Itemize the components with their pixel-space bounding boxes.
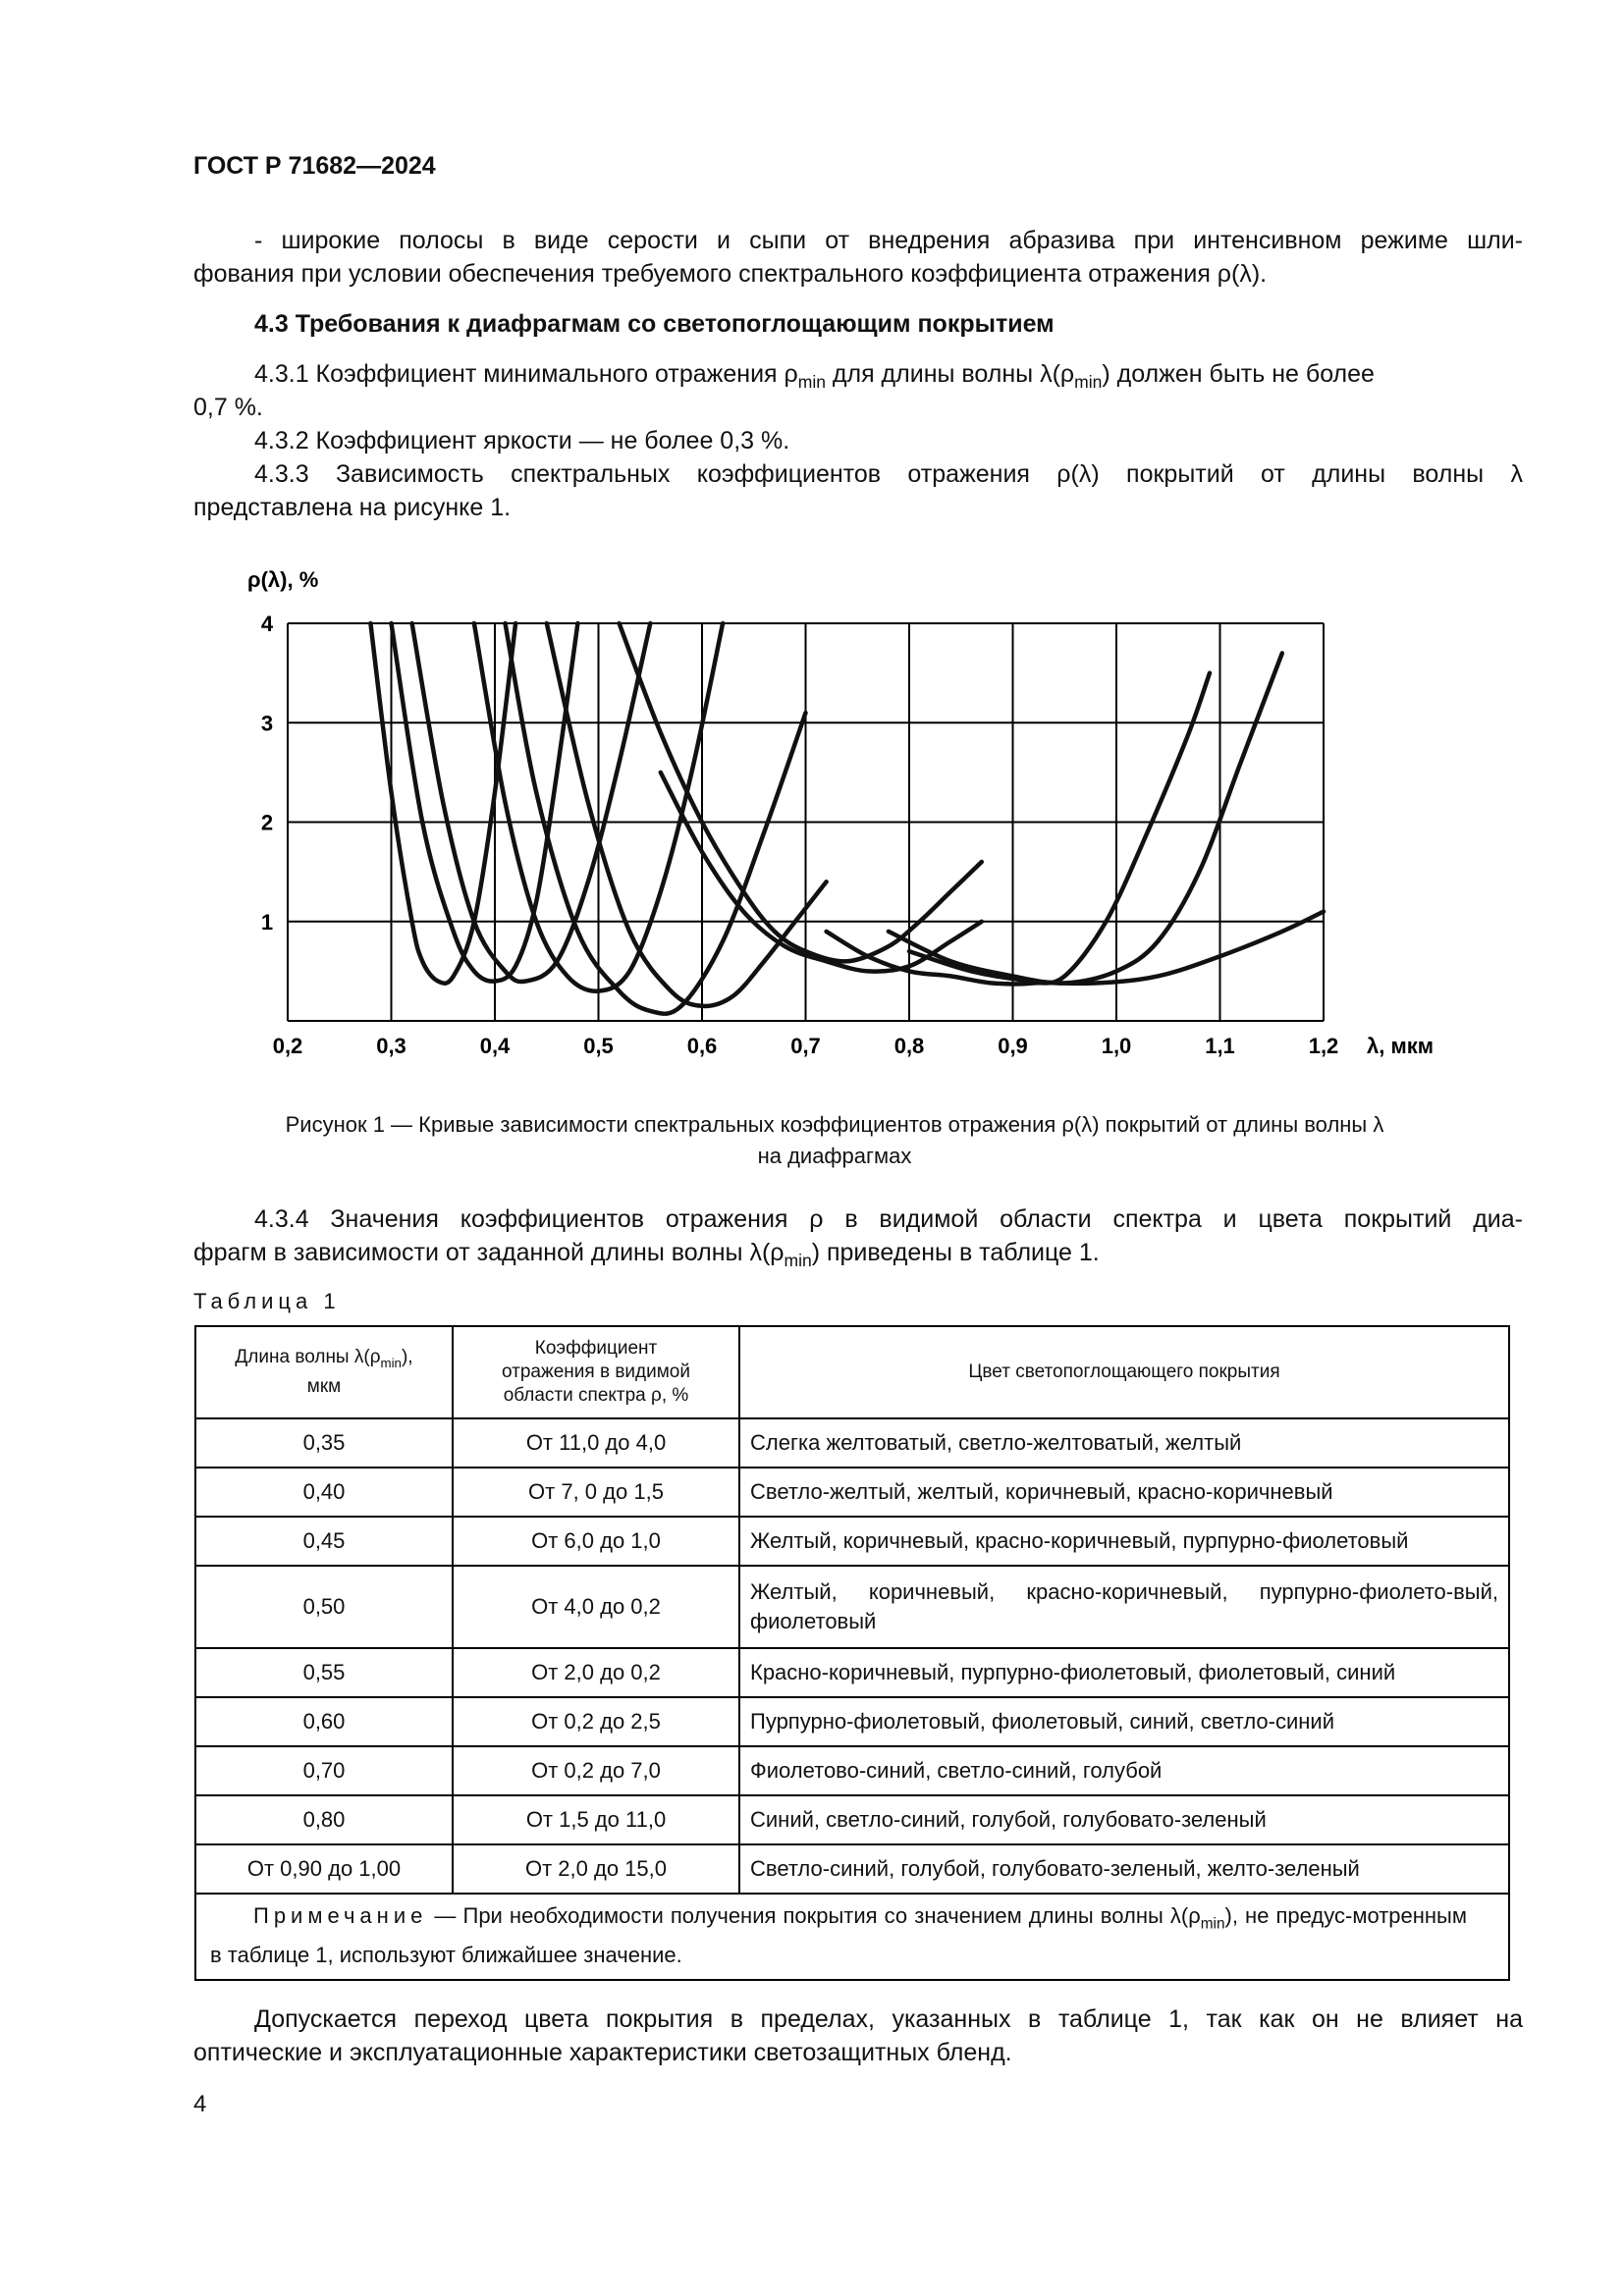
p433-line-1: 4.3.3 Зависимость спектральных коэффициентов отражения ρ(λ) покрытий от длины волны λ [254, 460, 1523, 488]
chart-curves [370, 623, 1324, 1014]
cell-color: Желтый, коричневый, красно-коричневый, пурпурно-фиолето-вый, фиолетовый [739, 1566, 1509, 1648]
closing-line-2: оптические и эксплуатационные характеристики светозащитных бленд. [193, 2039, 1012, 2066]
cell-reflectance: От 6,0 до 1,0 [453, 1517, 739, 1566]
table-label: Таблица 1 [193, 1289, 341, 1313]
header-color: Цвет светопоглощающего покрытия [739, 1326, 1509, 1418]
p434-line-2 [193, 1236, 1100, 1277]
table-row [195, 1566, 1509, 1648]
note-text-b: ), не предус-мотренным в таблице 1, используют ближайшее значение. [210, 1903, 1467, 1968]
x-tick-labels [273, 1034, 1339, 1058]
note-text-a: — При необходимости получения покрытия со значением длины волны λ(ρ [427, 1903, 1201, 1928]
cell-reflectance: От 2,0 до 15,0 [453, 1844, 739, 1894]
y-tick-label: 1 [260, 909, 274, 934]
table-note [195, 1894, 1509, 1980]
cell-reflectance: От 2,0 до 0,2 [453, 1648, 739, 1697]
cell-color: Фиолетово-синий, светло-синий, голубой [739, 1746, 1509, 1795]
intro-line-2: фования при условии обеспечения требуемого спектрального коэффициента отражения ρ(λ). [193, 260, 1268, 288]
header-reflectance: Коэффициент отражения в видимой области спектра ρ, % [453, 1326, 739, 1418]
x-tick-label: 0,6 [686, 1034, 718, 1058]
cell-wavelength: От 0,90 до 1,00 [195, 1844, 453, 1894]
table-note-row [195, 1894, 1509, 1980]
x-tick-label: 0,4 [479, 1034, 511, 1058]
y-tick-label: 3 [260, 711, 274, 736]
caption-line-2: на диафрагмах [757, 1144, 912, 1168]
p432: 4.3.2 Коэффициент яркости — не более 0,3 %. [254, 427, 790, 454]
x-tick-label: 1,1 [1205, 1034, 1235, 1058]
curve-series [547, 623, 827, 1006]
p431-line-2: 0,7 %. [193, 394, 263, 421]
curve-series [661, 773, 982, 972]
closing-line-1: Допускается переход цвета покрытия в пределах, указанных в таблице 1, так как он не влияет на [254, 2005, 1523, 2033]
cell-wavelength: 0,40 [195, 1468, 453, 1517]
x-tick-label: 1,2 [1308, 1034, 1339, 1058]
table-row [195, 1648, 1509, 1697]
cell-color: Пурпурно-фиолетовый, фиолетовый, синий, светло-синий [739, 1697, 1509, 1746]
cell-wavelength: 0,35 [195, 1418, 453, 1468]
p434-sub: min [784, 1251, 812, 1270]
chart-grid [288, 623, 1324, 1021]
cell-color: Желтый, коричневый, красно-коричневый, пурпурно-фиолетовый [739, 1517, 1509, 1566]
p431-sub2: min [1074, 372, 1103, 392]
note-sub: min [1200, 1915, 1225, 1933]
x-tick-label: 1,0 [1101, 1034, 1132, 1058]
cell-color: Слегка желтоватый, светло-желтоватый, желтый [739, 1418, 1509, 1468]
p431-part1: 4.3.1 Коэффициент минимального отражения ρ [254, 360, 798, 388]
cell-wavelength: 0,55 [195, 1648, 453, 1697]
p431-part3: ) должен быть не более [1102, 360, 1375, 388]
cell-color: Светло-синий, голубой, голубовато-зеленый, желто-зеленый [739, 1844, 1509, 1894]
table-row [195, 1795, 1509, 1844]
x-tick-label: 0,7 [790, 1034, 821, 1058]
p431-line-1 [254, 357, 1375, 399]
p434-part-b: ) приведены в таблице 1. [811, 1239, 1100, 1266]
page-number: 4 [193, 2091, 207, 2117]
x-tick-label: 0,3 [376, 1034, 406, 1058]
cell-wavelength: 0,80 [195, 1795, 453, 1844]
x-tick-label: 0,9 [998, 1034, 1028, 1058]
cell-color: Синий, светло-синий, голубой, голубовато-зеленый [739, 1795, 1509, 1844]
table-row [195, 1517, 1509, 1566]
x-tick-label: 0,8 [893, 1034, 925, 1058]
cell-reflectance: От 1,5 до 11,0 [453, 1795, 739, 1844]
table-row [195, 1468, 1509, 1517]
x-tick-label: 0,2 [272, 1034, 303, 1058]
cell-reflectance: От 0,2 до 7,0 [453, 1746, 739, 1795]
figure-caption [196, 1109, 1473, 1172]
y-tick-label: 4 [260, 612, 274, 636]
x-tick-label: 0,5 [583, 1034, 614, 1058]
y-tick-labels [261, 612, 274, 934]
section-title: 4.3 Требования к диафрагмам со светопоглощающим покрытием [254, 310, 1055, 338]
cell-wavelength: 0,70 [195, 1746, 453, 1795]
document-header: ГОСТ Р 71682—2024 [193, 152, 436, 180]
cell-color: Светло-желтый, желтый, коричневый, красно-коричневый [739, 1468, 1509, 1517]
curve-series [827, 673, 1210, 985]
table-row [195, 1746, 1509, 1795]
cell-color: Красно-коричневый, пурпурно-фиолетовый, фиолетовый, синий [739, 1648, 1509, 1697]
caption-line-1: Рисунок 1 — Кривые зависимости спектральных коэффициентов отражения ρ(λ) покрытий от длины волны λ [285, 1112, 1384, 1137]
cell-wavelength: 0,60 [195, 1697, 453, 1746]
cell-reflectance: От 0,2 до 2,5 [453, 1697, 739, 1746]
cell-wavelength: 0,50 [195, 1566, 453, 1648]
note-label: Примечание [253, 1903, 428, 1928]
table-row [195, 1844, 1509, 1894]
p431-part2: для длины волны λ(ρ [825, 360, 1075, 388]
cell-wavelength: 0,45 [195, 1517, 453, 1566]
table-row [195, 1697, 1509, 1746]
p431-sub1: min [797, 372, 826, 392]
y-tick-label: 2 [260, 810, 274, 835]
data-table [194, 1325, 1510, 1981]
x-axis-label: λ, мкм [1367, 1034, 1435, 1058]
table-body [195, 1418, 1509, 1980]
p434-line-1: 4.3.4 Значения коэффициентов отражения ρ в видимой области спектра и цвета покрытий диа- [254, 1205, 1523, 1233]
cell-reflectance: От 11,0 до 4,0 [453, 1418, 739, 1468]
reflectance-chart [226, 550, 1453, 1080]
cell-reflectance: От 7, 0 до 1,5 [453, 1468, 739, 1517]
cell-reflectance: От 4,0 до 0,2 [453, 1566, 739, 1648]
curve-series [620, 623, 982, 961]
header-wavelength: Длина волны $\lambda(\rho_{min})$, мкм [195, 1326, 453, 1418]
p433-line-2: представлена на рисунке 1. [193, 494, 512, 521]
p434-part-a: фрагм в зависимости от заданной длины волны λ(ρ [193, 1239, 785, 1266]
intro-line-1: - широкие полосы в виде серости и сыпи от внедрения абразива при интенсивном режиме шли- [254, 227, 1523, 254]
curve-series [889, 653, 1282, 983]
y-axis-label: ρ(λ), % [247, 567, 319, 592]
table-row [195, 1418, 1509, 1468]
